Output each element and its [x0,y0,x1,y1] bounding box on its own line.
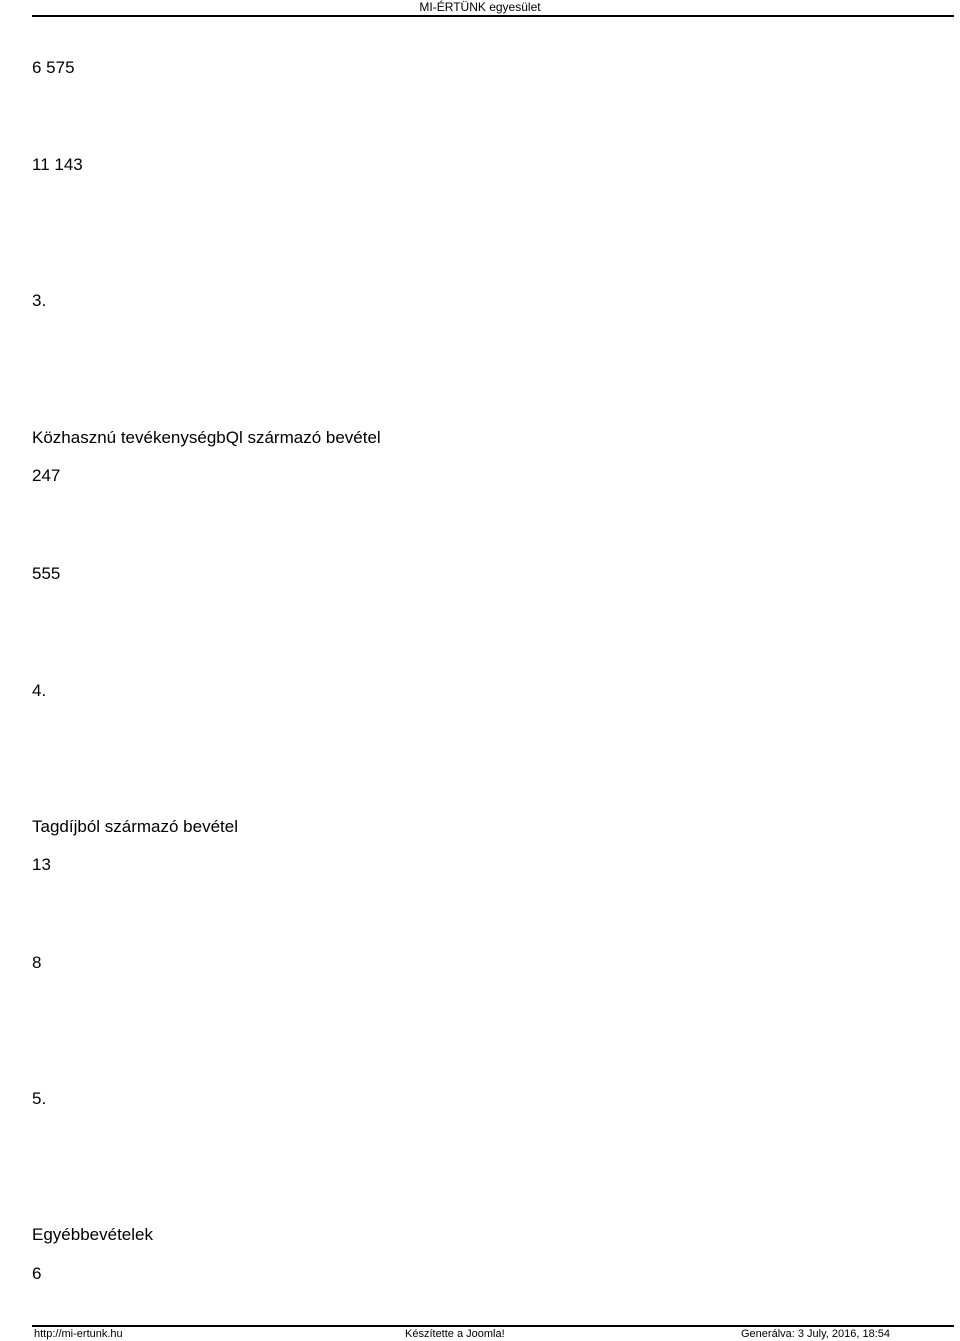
text-line-amount-7: 6 [32,1264,42,1283]
text-line-amount-5: 13 [32,855,51,874]
text-line-amount-1: 6 575 [32,58,75,77]
footer-divider [32,1325,954,1327]
text-line-amount-4: 555 [32,564,61,583]
page-header-title: MI-ÉRTÜNK egyesület [419,0,541,14]
text-line-item-label-3: Közhasznú tevékenységbQl származó bevétel [32,428,381,447]
text-line-amount-2: 11 143 [32,155,83,174]
footer-made-with: Készítette a Joomla! [405,1328,505,1340]
text-line-item-number-5: 5. [32,1089,47,1108]
footer-generated: Generálva: 3 July, 2016, 18:54 [741,1328,891,1340]
text-line-amount-3: 247 [32,466,61,485]
text-line-item-number-3: 3. [32,291,47,310]
text-line-amount-6: 8 [32,953,42,972]
text-line-item-number-4: 4. [32,681,47,700]
text-line-item-label-4: Tagdíjból származó bevétel [32,817,239,836]
footer-url: http://mi-ertunk.hu [34,1328,123,1340]
text-line-item-label-5: Egyébbevételek [32,1225,153,1244]
header-divider [32,15,954,17]
